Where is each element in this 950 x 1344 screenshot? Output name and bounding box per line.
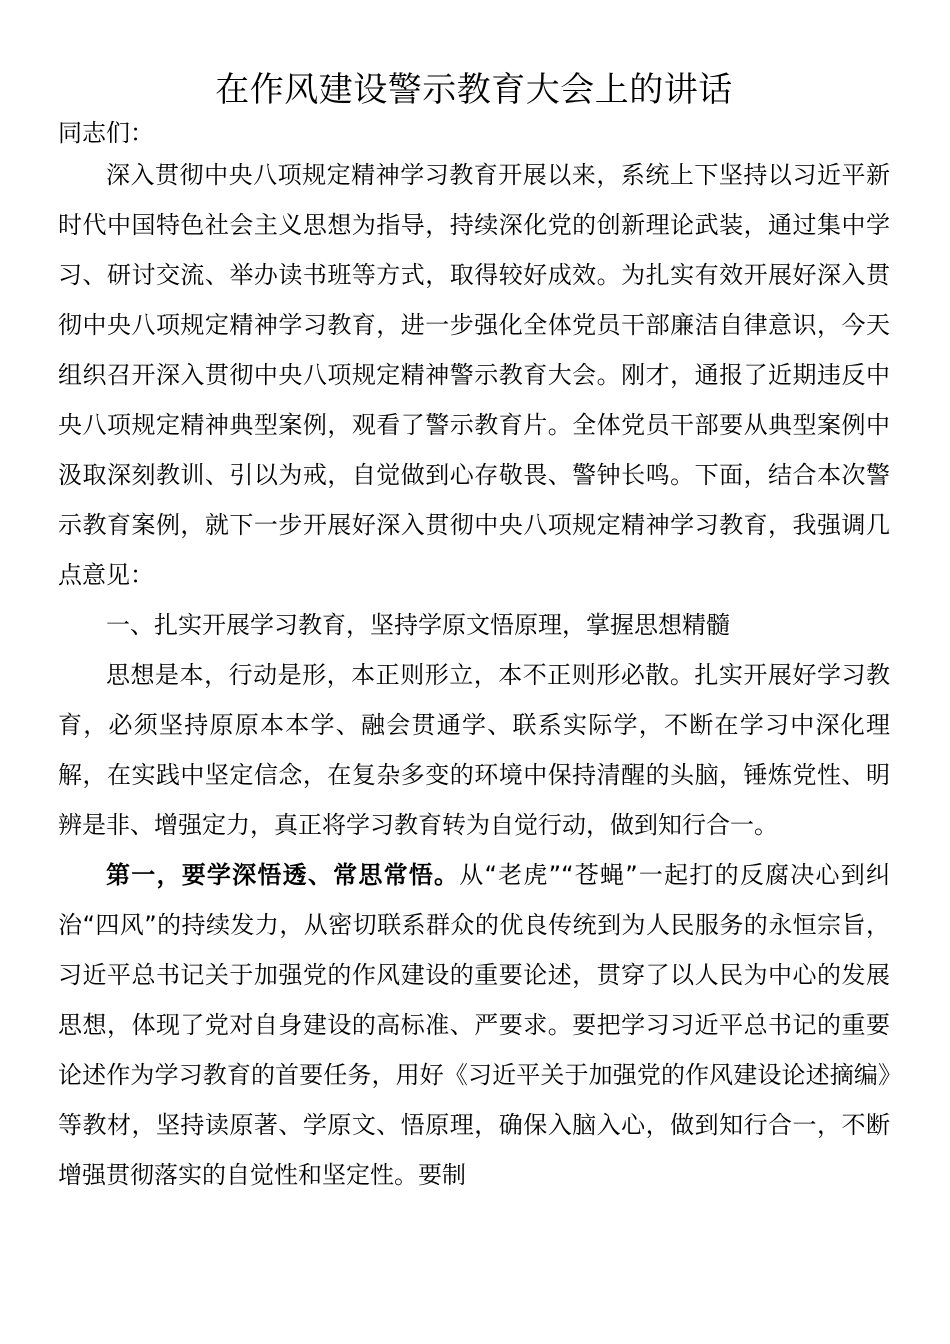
section-1-paragraph: 思想是本，行动是形，本正则形立，本不正则形必散。扎实开展好学习教育，必须坚持原原本本学、融会贯通学、联系实际学，不断在学习中深化理解，在实践中坚定信念，在复杂多变的环境中保持清醒的头脑，锤炼党性、明辨是非、增强定力，真正将学习教育转为自觉行动，做到知行合一。	[58, 661, 890, 839]
point-1-paragraph	[58, 850, 890, 1200]
document-title: 在作风建设警示教育大会上的讲话	[215, 70, 733, 110]
section-heading-1: 一、扎实开展学习教育，坚持学原文悟原理，掌握思想精髓	[106, 611, 730, 639]
salutation: 同志们：	[58, 119, 154, 147]
document-page	[58, 64, 890, 1200]
point-1-text: 从“老虎”“苍蝇”一起打的反腐决心到纠治“四风”的持续发力，从密切联系群众的优良传统到为人民服务的永恒宗旨，习近平总书记关于加强党的作风建设的重要论述，贯穿了以人民为中心的发展思想，体现了党对自身建设的高标准、严要求。要把学习习近平总书记的重要论述作为学习教育的首要任务，用好《习近平关于加强党的作风建设论述摘编》等教材，坚持读原著、学原文、悟原理，确保入脑入心，做到知行合一，不断增强贯彻落实的自觉性和坚定性。要制	[58, 861, 890, 1189]
intro-paragraph: 深入贯彻中央八项规定精神学习教育开展以来，系统上下坚持以习近平新时代中国特色社会主义思想为指导，持续深化党的创新理论武装，通过集中学习、研讨交流、举办读书班等方式，取得较好成效。为扎实有效开展好深入贯彻中央八项规定精神学习教育，进一步强化全体党员干部廉洁自律意识，今天组织召开深入贯彻中央八项规定精神警示教育大会。刚才，通报了近期违反中央八项规定精神典型案例，观看了警示教育片。全体党员干部要从典型案例中汲取深刻教训、引以为戒，自觉做到心存敬畏、警钟长鸣。下面，结合本次警示教育案例，就下一步开展好深入贯彻中央八项规定精神学习教育，我强调几点意见：	[58, 161, 890, 589]
point-1-lead: 第一，要学深悟透、常思常悟。	[106, 861, 460, 889]
